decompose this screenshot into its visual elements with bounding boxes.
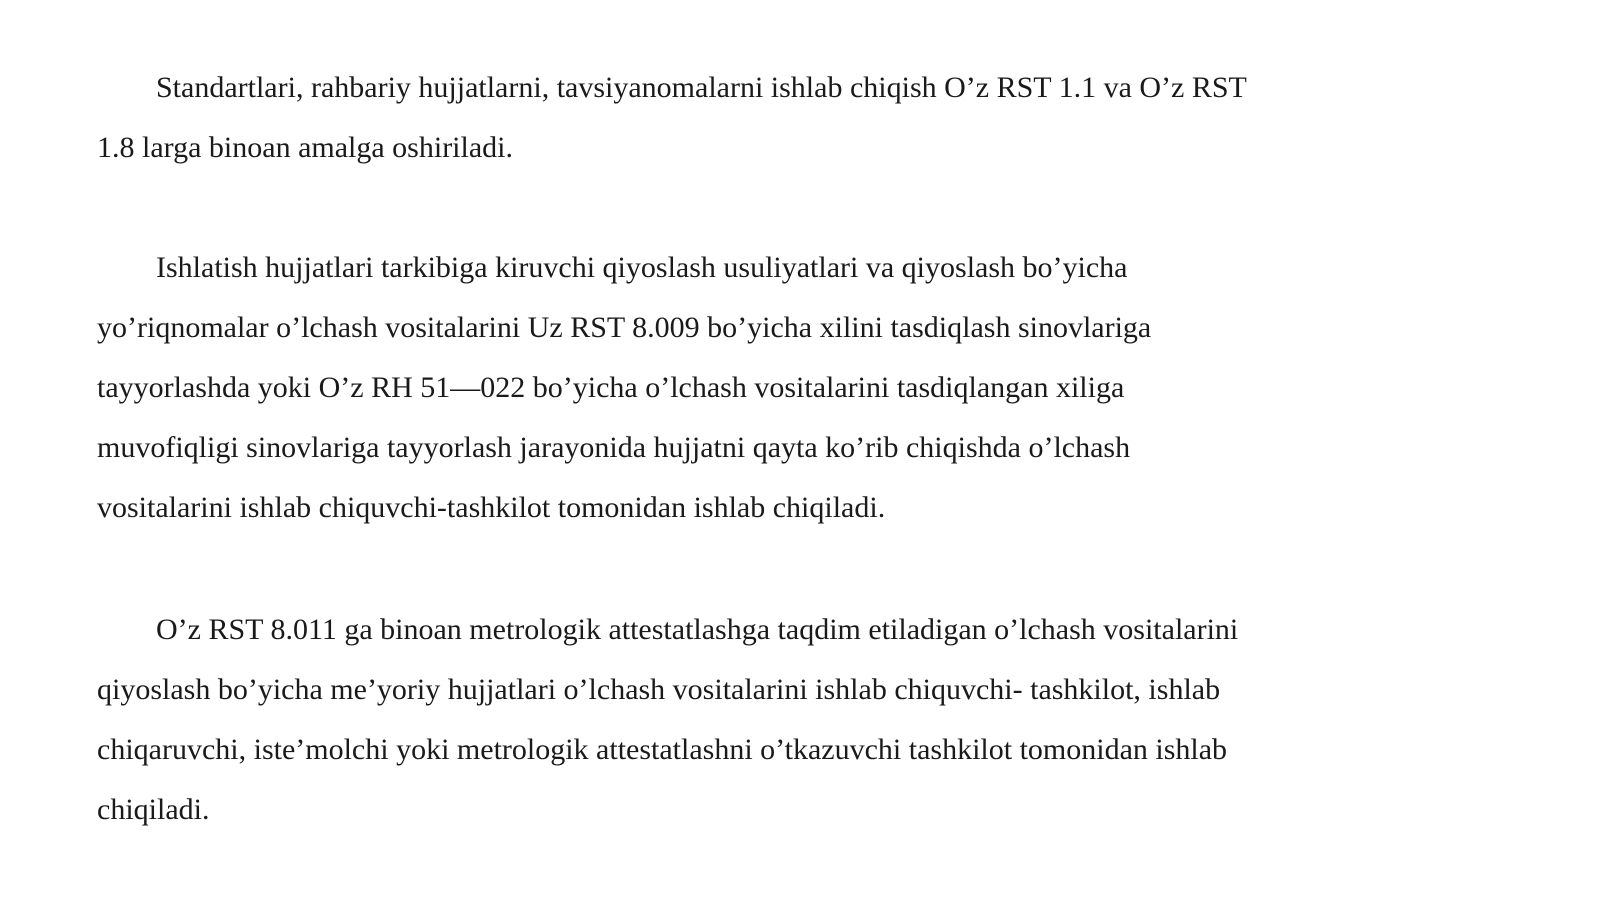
paragraph-line: chiqaruvchi, iste’molchi yoki metrologik attestatlashni o’tkazuvchi tashkilot tomonidan ishlab (97, 733, 1228, 766)
paragraph-line: Ishlatish hujjatlari tarkibiga kiruvchi qiyoslash usuliyatlari va qiyoslash bo’yicha (156, 251, 1128, 284)
paragraph-line: Standartlari, rahbariy hujjatlarni, tavsiyanomalarni ishlab chiqish O’z RST 1.1 va O’z RST (156, 71, 1247, 104)
paragraph-1 (97, 58, 1397, 178)
paragraph-line: 1.8 larga binoan amalga oshiriladi. (97, 131, 514, 164)
paragraph-line: O’z RST 8.011 ga binoan metrologik attestatlashga taqdim etiladigan o’lchash vositalarini (156, 613, 1239, 646)
paragraph-line: qiyoslash bo’yicha me’yoriy hujjatlari o’lchash vositalarini ishlab chiquvchi- tashkilot, ishlab (97, 673, 1221, 706)
paragraph-line: muvofiqligi sinovlariga tayyorlash jarayonida hujjatni qayta ko’rib chiqishda o’lchash (97, 431, 1131, 464)
paragraph-line: vositalarini ishlab chiquvchi-tashkilot tomonidan ishlab chiqiladi. (97, 491, 886, 524)
paragraph-line: yo’riqnomalar o’lchash vositalarini Uz RST 8.009 bo’yicha xilini tasdiqlash sinovlariga (97, 311, 1152, 344)
paragraph-line: tayyorlashda yoki O’z RH 51—022 bo’yicha o’lchash vositalarini tasdiqlangan xiliga (97, 371, 1125, 404)
paragraph-3 (97, 600, 1397, 840)
paragraph-2 (97, 238, 1397, 538)
paragraph-line: chiqiladi. (97, 793, 210, 826)
